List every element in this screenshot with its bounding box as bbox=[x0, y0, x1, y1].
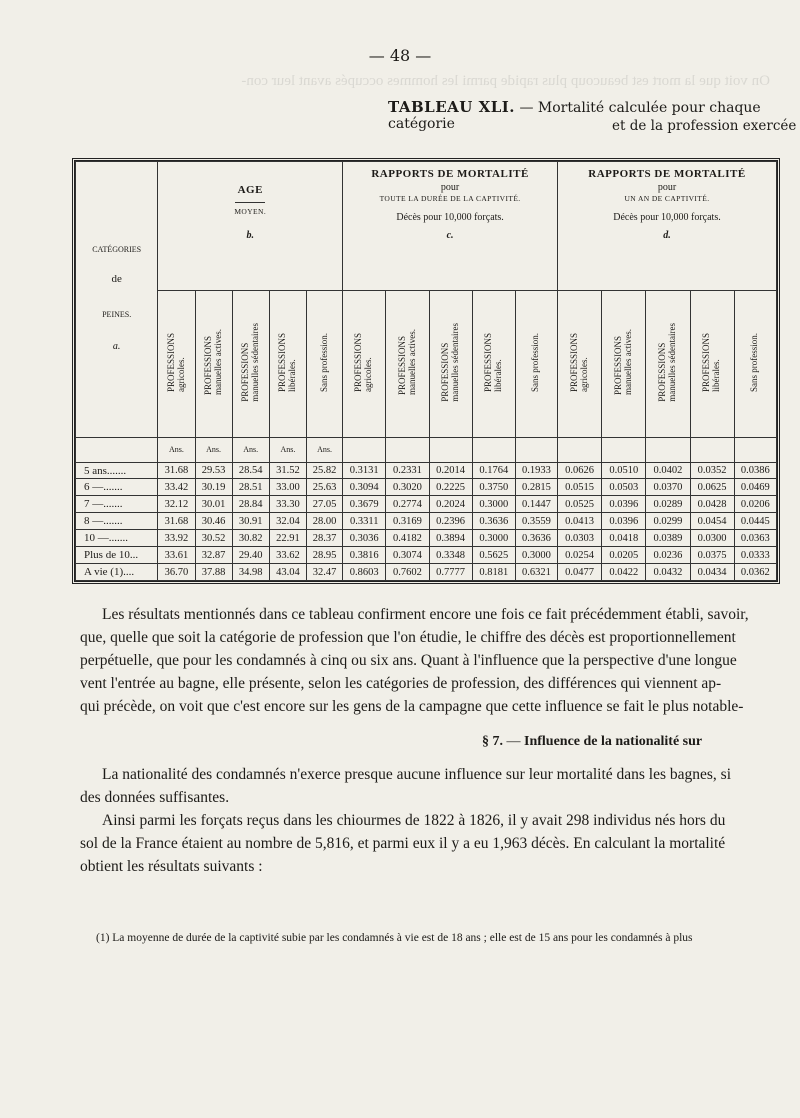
table-cell: 0.2815 bbox=[515, 479, 557, 496]
table-cell: 0.0303 bbox=[558, 530, 602, 547]
paragraph-2-line: obtient les résultats suivants : bbox=[80, 858, 263, 875]
table-cell: 31.68 bbox=[158, 513, 195, 530]
table-cell: 0.0515 bbox=[558, 479, 602, 496]
table-cell: 30.46 bbox=[195, 513, 232, 530]
table-cell: 0.0525 bbox=[558, 496, 602, 513]
table-cell: 0.0503 bbox=[602, 479, 646, 496]
unit-blank bbox=[646, 437, 690, 462]
table-cell: 0.7602 bbox=[386, 564, 429, 581]
column-header-label: PROFESSIONS manuelles sédentaires bbox=[239, 322, 260, 402]
unit-blank bbox=[602, 437, 646, 462]
paragraph-1-line: vent l'entrée au bagne, elle présente, selon les catégories de profession, des différences qui viennent ap- bbox=[80, 675, 722, 692]
table-cell: 0.0363 bbox=[734, 530, 776, 547]
table-cell: 29.40 bbox=[232, 547, 269, 564]
table-cell: 0.3094 bbox=[343, 479, 386, 496]
column-header-label: PROFESSIONS libérales. bbox=[482, 332, 503, 392]
unit-blank bbox=[734, 437, 776, 462]
unit-label: Ans. bbox=[195, 437, 232, 462]
column-header-label: PROFESSIONS manuelles sédentaires bbox=[657, 322, 677, 402]
section-dash: — bbox=[506, 734, 521, 749]
unit-blank bbox=[429, 437, 472, 462]
table-cell: 27.05 bbox=[306, 496, 342, 513]
table-cell: 0.0428 bbox=[690, 496, 734, 513]
table-cell: 0.3131 bbox=[343, 462, 386, 479]
column-header bbox=[734, 290, 776, 437]
paragraph-2-line: La nationalité des condamnés n'exerce presque aucune influence sur leur mortalité dans les bagnes, si bbox=[102, 766, 732, 783]
table-cell: 0.3348 bbox=[429, 547, 472, 564]
table-cell: 28.00 bbox=[306, 513, 342, 530]
table-cell: 33.61 bbox=[158, 547, 195, 564]
table-cell: 0.2225 bbox=[429, 479, 472, 496]
column-header bbox=[306, 290, 342, 437]
column-header bbox=[429, 290, 472, 437]
paragraph-2 bbox=[80, 763, 785, 878]
table-row bbox=[76, 547, 777, 564]
column-header-label: Sans profession. bbox=[530, 332, 541, 392]
table-cell: 0.0254 bbox=[558, 547, 602, 564]
table-row bbox=[76, 479, 777, 496]
table-cell: 33.30 bbox=[269, 496, 306, 513]
column-header-label: PROFESSIONS agricoles. bbox=[568, 332, 589, 392]
column-header bbox=[386, 290, 429, 437]
unit-blank bbox=[690, 437, 734, 462]
table-cell: 0.0402 bbox=[646, 462, 690, 479]
column-header bbox=[232, 290, 269, 437]
column-header-label: Sans profession. bbox=[318, 332, 329, 392]
table-title-line2: et de la profession exercée bbox=[612, 118, 797, 134]
table-cell: 0.5625 bbox=[472, 547, 515, 564]
table-cell: 0.3036 bbox=[343, 530, 386, 547]
paragraph-2-line: Ainsi parmi les forçats reçus dans les chiourmes de 1822 à 1826, il y avait 298 individus nés hors du bbox=[102, 812, 726, 829]
column-header-label: PROFESSIONS manuelles sédentaires bbox=[439, 322, 460, 402]
unit-blank bbox=[558, 437, 602, 462]
table-cell: 0.7777 bbox=[429, 564, 472, 581]
column-header-label: Sans profession. bbox=[749, 332, 760, 392]
table-cell: 0.3000 bbox=[515, 547, 557, 564]
table-cell: 0.3311 bbox=[343, 513, 386, 530]
table-cell: 32.12 bbox=[158, 496, 195, 513]
column-header bbox=[646, 290, 690, 437]
paragraph-1-line: que, quelle que soit la catégorie de profession que l'on étudie, le chiffre des décès est proportionnellement bbox=[80, 629, 736, 646]
table-cell: 0.0389 bbox=[646, 530, 690, 547]
categories-header: CATÉGORIES de PEINES. a. bbox=[76, 162, 158, 438]
mortality-annual-header: RAPPORTS DE MORTALITÉ pour UN AN DE CAPTIVITÉ. Décès pour 10,000 forçats. d. bbox=[558, 162, 777, 291]
paragraph-2-line: sol de la France étaient au nombre de 5,816, et parmi eux il y a eu 1,963 décès. En calculant la mortalité bbox=[80, 835, 726, 852]
table-cell: 0.3816 bbox=[343, 547, 386, 564]
table-cell: 0.3000 bbox=[472, 496, 515, 513]
table-title-text: — Mortalité calculée pour chaque catégorie bbox=[388, 100, 761, 132]
table-cell: 32.04 bbox=[269, 513, 306, 530]
table-cell: 0.3636 bbox=[472, 513, 515, 530]
column-header bbox=[269, 290, 306, 437]
table-cell: 0.3000 bbox=[472, 530, 515, 547]
table-cell: 0.0299 bbox=[646, 513, 690, 530]
column-header-label: PROFESSIONS libérales. bbox=[277, 332, 297, 392]
table-cell: 0.3894 bbox=[429, 530, 472, 547]
table-cell: 0.3679 bbox=[343, 496, 386, 513]
row-label: A vie (1).... bbox=[76, 564, 158, 581]
unit-label: Ans. bbox=[306, 437, 342, 462]
table-cell: 30.52 bbox=[195, 530, 232, 547]
table-cell: 0.3169 bbox=[386, 513, 429, 530]
table-cell: 0.2396 bbox=[429, 513, 472, 530]
bleed-through-text: On voit que la mort est beaucoup plus rapide parmi les hommes occupés avant leur con- bbox=[241, 73, 770, 89]
table-cell: 0.3559 bbox=[515, 513, 557, 530]
table-cell: 28.84 bbox=[232, 496, 269, 513]
footnote: (1) La moyenne de durée de la captivité subie par les condamnés à vie est de 18 ans ; elle est de 15 ans pour les condamnés à plus bbox=[96, 932, 693, 944]
table-cell: 0.3636 bbox=[515, 530, 557, 547]
table-cell: 0.0396 bbox=[602, 496, 646, 513]
table-cell: 0.0625 bbox=[690, 479, 734, 496]
mortality-table bbox=[72, 158, 780, 584]
table-cell: 0.0434 bbox=[690, 564, 734, 581]
table-cell: 29.53 bbox=[195, 462, 232, 479]
paragraph-1-line: perpétuelle, que pour les condamnés à cinq ou six ans. Quant à l'influence que la perspective d'une longue bbox=[80, 652, 737, 669]
table-cell: 28.95 bbox=[306, 547, 342, 564]
table-cell: 30.01 bbox=[195, 496, 232, 513]
table-cell: 37.88 bbox=[195, 564, 232, 581]
table-cell: 30.91 bbox=[232, 513, 269, 530]
paragraph-1-line: qui précède, on voit que c'est encore sur les gens de la campagne que cette influence se fait le plus notable- bbox=[80, 698, 744, 715]
table-title-label: TABLEAU XLI. bbox=[388, 98, 516, 116]
table-cell: 31.68 bbox=[158, 462, 195, 479]
column-header bbox=[343, 290, 386, 437]
table-cell: 0.0206 bbox=[734, 496, 776, 513]
table-cell: 28.51 bbox=[232, 479, 269, 496]
column-header bbox=[158, 290, 195, 437]
table-cell: 0.3020 bbox=[386, 479, 429, 496]
column-header-label: PROFESSIONS libérales. bbox=[701, 332, 722, 392]
table-cell: 0.2331 bbox=[386, 462, 429, 479]
table-cell: 0.0386 bbox=[734, 462, 776, 479]
table-row bbox=[76, 462, 777, 479]
table-cell: 33.92 bbox=[158, 530, 195, 547]
column-header bbox=[690, 290, 734, 437]
table-cell: 33.42 bbox=[158, 479, 195, 496]
table-cell: 0.0370 bbox=[646, 479, 690, 496]
table-cell: 0.0236 bbox=[646, 547, 690, 564]
table-cell: 28.37 bbox=[306, 530, 342, 547]
row-label: 6 —....... bbox=[76, 479, 158, 496]
column-header-label: PROFESSIONS manuelles actives. bbox=[396, 329, 417, 396]
paragraph-1 bbox=[80, 603, 785, 718]
row-label: 5 ans....... bbox=[76, 462, 158, 479]
table-cell: 0.0289 bbox=[646, 496, 690, 513]
table-cell: 0.8603 bbox=[343, 564, 386, 581]
table-cell: 0.0422 bbox=[602, 564, 646, 581]
table-cell: 25.63 bbox=[306, 479, 342, 496]
table-cell: 33.62 bbox=[269, 547, 306, 564]
unit-blank bbox=[343, 437, 386, 462]
table-cell: 30.82 bbox=[232, 530, 269, 547]
column-header bbox=[602, 290, 646, 437]
row-label: 7 —....... bbox=[76, 496, 158, 513]
unit-label: Ans. bbox=[232, 437, 269, 462]
table-row bbox=[76, 530, 777, 547]
row-label: 10 —....... bbox=[76, 530, 158, 547]
unit-blank bbox=[386, 437, 429, 462]
table-cell: 0.0375 bbox=[690, 547, 734, 564]
table-cell: 0.1447 bbox=[515, 496, 557, 513]
column-header-label: PROFESSIONS agricoles. bbox=[165, 332, 186, 392]
table-cell: 0.3750 bbox=[472, 479, 515, 496]
unit-blank bbox=[472, 437, 515, 462]
page-number: — 48 — bbox=[368, 46, 432, 65]
table-cell: 0.0352 bbox=[690, 462, 734, 479]
table-cell: 0.0205 bbox=[602, 547, 646, 564]
table-cell: 0.1933 bbox=[515, 462, 557, 479]
table-cell: 32.87 bbox=[195, 547, 232, 564]
unit-blank bbox=[515, 437, 557, 462]
column-header-label: PROFESSIONS agricoles. bbox=[353, 332, 374, 392]
table-cell: 32.47 bbox=[306, 564, 342, 581]
unit-label: Ans. bbox=[269, 437, 306, 462]
column-header-label: PROFESSIONS manuelles actives. bbox=[202, 329, 223, 396]
row-label: Plus de 10... bbox=[76, 547, 158, 564]
table-row bbox=[76, 496, 777, 513]
table-cell: 22.91 bbox=[269, 530, 306, 547]
mortality-total-header: RAPPORTS DE MORTALITÉ pour TOUTE LA DURÉE DE LA CAPTIVITÉ. Décès pour 10,000 forçats. c. bbox=[343, 162, 558, 291]
table-cell: 0.0333 bbox=[734, 547, 776, 564]
table-cell: 0.0300 bbox=[690, 530, 734, 547]
table-cell: 0.0454 bbox=[690, 513, 734, 530]
table-cell: 0.3074 bbox=[386, 547, 429, 564]
table-cell: 0.0362 bbox=[734, 564, 776, 581]
age-header: AGE MOYEN. b. bbox=[158, 162, 343, 291]
table-cell: 31.52 bbox=[269, 462, 306, 479]
table-cell: 0.0418 bbox=[602, 530, 646, 547]
table-cell: 28.54 bbox=[232, 462, 269, 479]
column-header bbox=[515, 290, 557, 437]
table-row bbox=[76, 564, 777, 581]
table-cell: 34.98 bbox=[232, 564, 269, 581]
column-header bbox=[195, 290, 232, 437]
column-header bbox=[558, 290, 602, 437]
table-cell: 0.2024 bbox=[429, 496, 472, 513]
table-cell: 0.0396 bbox=[602, 513, 646, 530]
table-cell: 0.8181 bbox=[472, 564, 515, 581]
column-header-label: PROFESSIONS manuelles actives. bbox=[612, 329, 633, 396]
table-cell: 0.0413 bbox=[558, 513, 602, 530]
table-row bbox=[76, 513, 777, 530]
row-label: 8 —....... bbox=[76, 513, 158, 530]
table-cell: 0.2774 bbox=[386, 496, 429, 513]
table-cell: 0.4182 bbox=[386, 530, 429, 547]
section-number: § 7. bbox=[482, 734, 503, 749]
table-cell: 0.6321 bbox=[515, 564, 557, 581]
table-cell: 43.04 bbox=[269, 564, 306, 581]
table-cell: 25.82 bbox=[306, 462, 342, 479]
unit-label-blank bbox=[76, 437, 158, 462]
paragraph-1-line: Les résultats mentionnés dans ce tableau confirment encore une fois ce fait précédemment établi, savoir, bbox=[102, 606, 749, 623]
column-header bbox=[472, 290, 515, 437]
table-cell: 0.0477 bbox=[558, 564, 602, 581]
table-cell: 36.70 bbox=[158, 564, 195, 581]
paragraph-2-line: des données suffisantes. bbox=[80, 789, 230, 806]
table-cell: 33.00 bbox=[269, 479, 306, 496]
unit-label: Ans. bbox=[158, 437, 195, 462]
table-cell: 0.0445 bbox=[734, 513, 776, 530]
section-heading bbox=[482, 734, 702, 750]
table-cell: 0.0469 bbox=[734, 479, 776, 496]
table-cell: 0.0626 bbox=[558, 462, 602, 479]
table-cell: 30.19 bbox=[195, 479, 232, 496]
table-cell: 0.1764 bbox=[472, 462, 515, 479]
table-cell: 0.0510 bbox=[602, 462, 646, 479]
table-cell: 0.2014 bbox=[429, 462, 472, 479]
section-title: Influence de la nationalité sur bbox=[524, 734, 703, 749]
table-cell: 0.0432 bbox=[646, 564, 690, 581]
